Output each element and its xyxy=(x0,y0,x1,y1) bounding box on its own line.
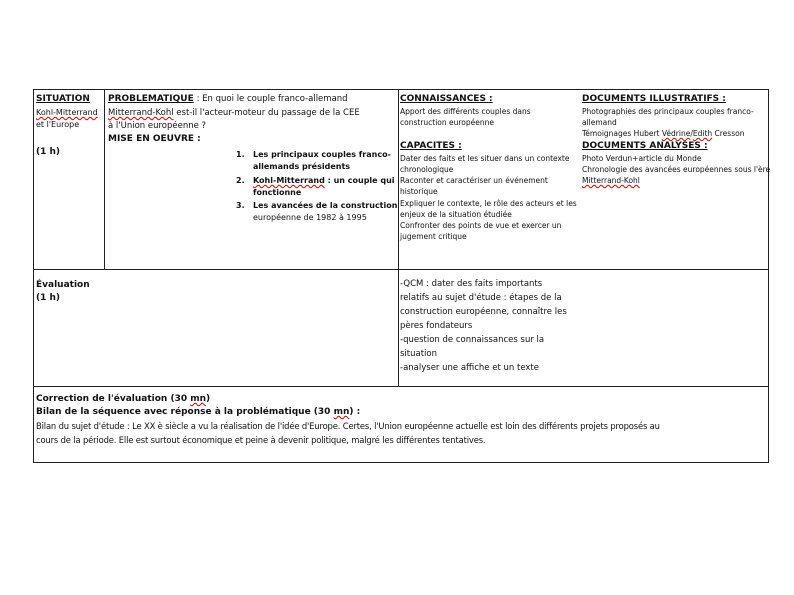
capacites-line-1: Dater des faits et les situer dans un contexte xyxy=(400,154,570,163)
mise-en-oeuvre-label: MISE EN OEUVRE : xyxy=(108,134,201,144)
situation-label: SITUATION xyxy=(36,94,90,104)
situation-duration: (1 h) xyxy=(36,147,61,157)
step-2-text: : un couple qui xyxy=(324,176,395,185)
problematique-text-1: : En quoi le couple franco-allemand xyxy=(196,94,348,104)
step-2-couple-name: Kohl-Mitterrand xyxy=(253,176,325,185)
documents-illustratifs-label: DOCUMENTS ILLUSTRATIFS : xyxy=(582,94,726,104)
testimony-name-edith: Edith xyxy=(692,129,713,138)
bilan-heading xyxy=(36,406,360,418)
evaluation-line-6: situation xyxy=(400,349,438,359)
situation-line-2: et l'Europe xyxy=(36,120,80,129)
bilan-text-line-2: cours de la période. Elle est surtout économique et peine à devenir politique, malgré les différentes tentatives. xyxy=(36,435,486,445)
table-border-row2-bottom xyxy=(33,386,769,387)
bilan-heading-text: Bilan de la séquence avec réponse à la problématique (30 xyxy=(36,407,334,417)
table-border-row1-bottom xyxy=(33,269,769,270)
evaluation-line-5: -question de connaissances sur la xyxy=(400,335,545,345)
capacites-line-8: jugement critique xyxy=(400,232,467,241)
capacites-label: CAPACITES : xyxy=(400,141,462,151)
step-3-number: 3. xyxy=(236,201,245,210)
step-2-number: 2. xyxy=(236,176,245,185)
bilan-text-line-1: Bilan du sujet d'étude : Le XX è siècle a vu la réalisation de l'idée d'Europe. Certes, l'Union européenne actuelle est loin des différents projets proposés au xyxy=(36,421,660,431)
documents-analyses-line-1: Photo Verdun+article du Monde xyxy=(582,154,702,163)
step-2-line-1 xyxy=(253,175,395,187)
problematique-text-2: est-il l'acteur-moteur du passage de la CEE xyxy=(173,108,360,118)
situation-line-1: Kohl-Mitterrand xyxy=(36,108,98,117)
documents-illustratifs-line-2: allemand xyxy=(582,118,617,127)
correction-mn: mn xyxy=(190,394,207,404)
evaluation-line-7: -analyser une affiche et un texte xyxy=(400,363,539,373)
documents-analyses-label: DOCUMENTS ANALYSES : xyxy=(582,141,708,151)
connaissances-label: CONNAISSANCES : xyxy=(400,94,493,104)
step-1-line-2: allemands présidents xyxy=(253,162,351,171)
evaluation-line-3: construction européenne, connaître les xyxy=(400,307,567,317)
correction-text: Correction de l'évaluation (30 xyxy=(36,394,191,404)
correction-line xyxy=(36,393,210,405)
capacites-line-7: Confronter des points de vue et exercer un xyxy=(400,221,562,230)
evaluation-line-2: relatifs au sujet d'étude : étapes de la xyxy=(400,293,562,303)
bilan-mn: mn xyxy=(333,407,350,417)
step-2-line-2: fonctionne xyxy=(253,188,302,197)
column-divider-problematique xyxy=(398,89,399,387)
problematique-line-1 xyxy=(108,93,396,105)
table-border-right xyxy=(768,89,769,463)
table-border-bottom xyxy=(33,462,769,463)
problematique-line-3: à l'Union européenne ? xyxy=(108,121,207,131)
capacites-line-2: chronologique xyxy=(400,165,454,174)
evaluation-line-1: -QCM : dater des faits importants xyxy=(400,279,543,289)
testimony-prefix: Témoignages Hubert xyxy=(582,129,662,138)
connaissances-line-2: construction européenne xyxy=(400,118,495,127)
documents-illustratifs-line-3 xyxy=(582,129,744,139)
testimony-name-vedrine: Védrine xyxy=(661,129,691,138)
problematique-line-2 xyxy=(108,107,396,119)
step-1-line-1: Les principaux couples franco- xyxy=(253,150,391,159)
bilan-heading-close: ) : xyxy=(349,407,361,417)
testimony-name-cresson: Cresson xyxy=(712,129,745,138)
column-divider-situation xyxy=(104,89,105,270)
testimony-separator: / xyxy=(690,129,693,138)
table-border-top xyxy=(33,89,769,90)
capacites-line-5: Expliquer le contexte, le rôle des acteurs et les xyxy=(400,199,577,208)
documents-illustratifs-line-1: Photographies des principaux couples franco- xyxy=(582,107,754,116)
step-1-number: 1. xyxy=(236,150,245,159)
documents-analyses-line-2: Chronologie des avancées européennes sous l'ère xyxy=(582,165,771,174)
step-3-line-1: Les avancées de la construction xyxy=(253,201,398,210)
capacites-line-4: historique xyxy=(400,187,438,196)
evaluation-duration: (1 h) xyxy=(36,293,61,303)
evaluation-label: Évaluation xyxy=(36,280,90,290)
capacites-line-3: Raconter et caractériser un événement xyxy=(400,176,548,185)
problematique-label: PROBLEMATIQUE xyxy=(108,94,194,104)
correction-close: ) xyxy=(206,394,211,404)
capacites-line-6: enjeux de la situation étudiée xyxy=(400,210,512,219)
connaissances-line-1: Apport des différents couples dans xyxy=(400,107,531,116)
table-border-left xyxy=(33,89,34,463)
step-3-line-2: européenne de 1982 à 1995 xyxy=(253,213,367,222)
problematique-couple-name: Mitterrand-Kohl xyxy=(108,108,174,118)
documents-analyses-line-3: Mitterrand-Kohl xyxy=(582,176,640,185)
evaluation-line-4: pères fondateurs xyxy=(400,321,473,331)
